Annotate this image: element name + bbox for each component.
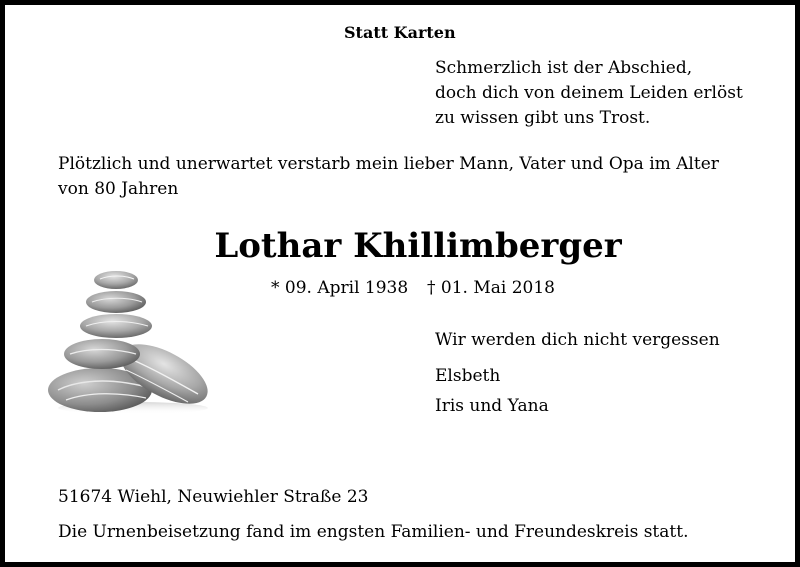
address: 51674 Wiehl, Neuwiehler Straße 23 [58,487,369,507]
birth-date: * 09. April 1938 [271,278,409,298]
verse-block [435,56,743,131]
intro-text [58,152,719,202]
intro-line: Plötzlich und unerwartet verstarb mein lieber Mann, Vater und Opa im Alter [58,154,719,174]
mourner-name: Iris und Yana [435,396,549,416]
deceased-name: Lothar Khillimberger [214,226,622,266]
verse-line: doch dich von deinem Leiden erlöst [435,83,743,103]
notice-header: Statt Karten [344,23,456,42]
verse-line: zu wissen gibt uns Trost. [435,108,651,128]
footer-note: Die Urnenbeisetzung fand im engsten Familien- und Freundeskreis statt. [58,522,689,542]
closing-line: Wir werden dich nicht vergessen [435,330,720,350]
intro-line: von 80 Jahren [58,179,179,199]
death-date: † 01. Mai 2018 [427,278,555,298]
stacked-stones-icon [48,262,213,417]
mourner-name: Elsbeth [435,366,501,386]
verse-line: Schmerzlich ist der Abschied, [435,58,693,78]
